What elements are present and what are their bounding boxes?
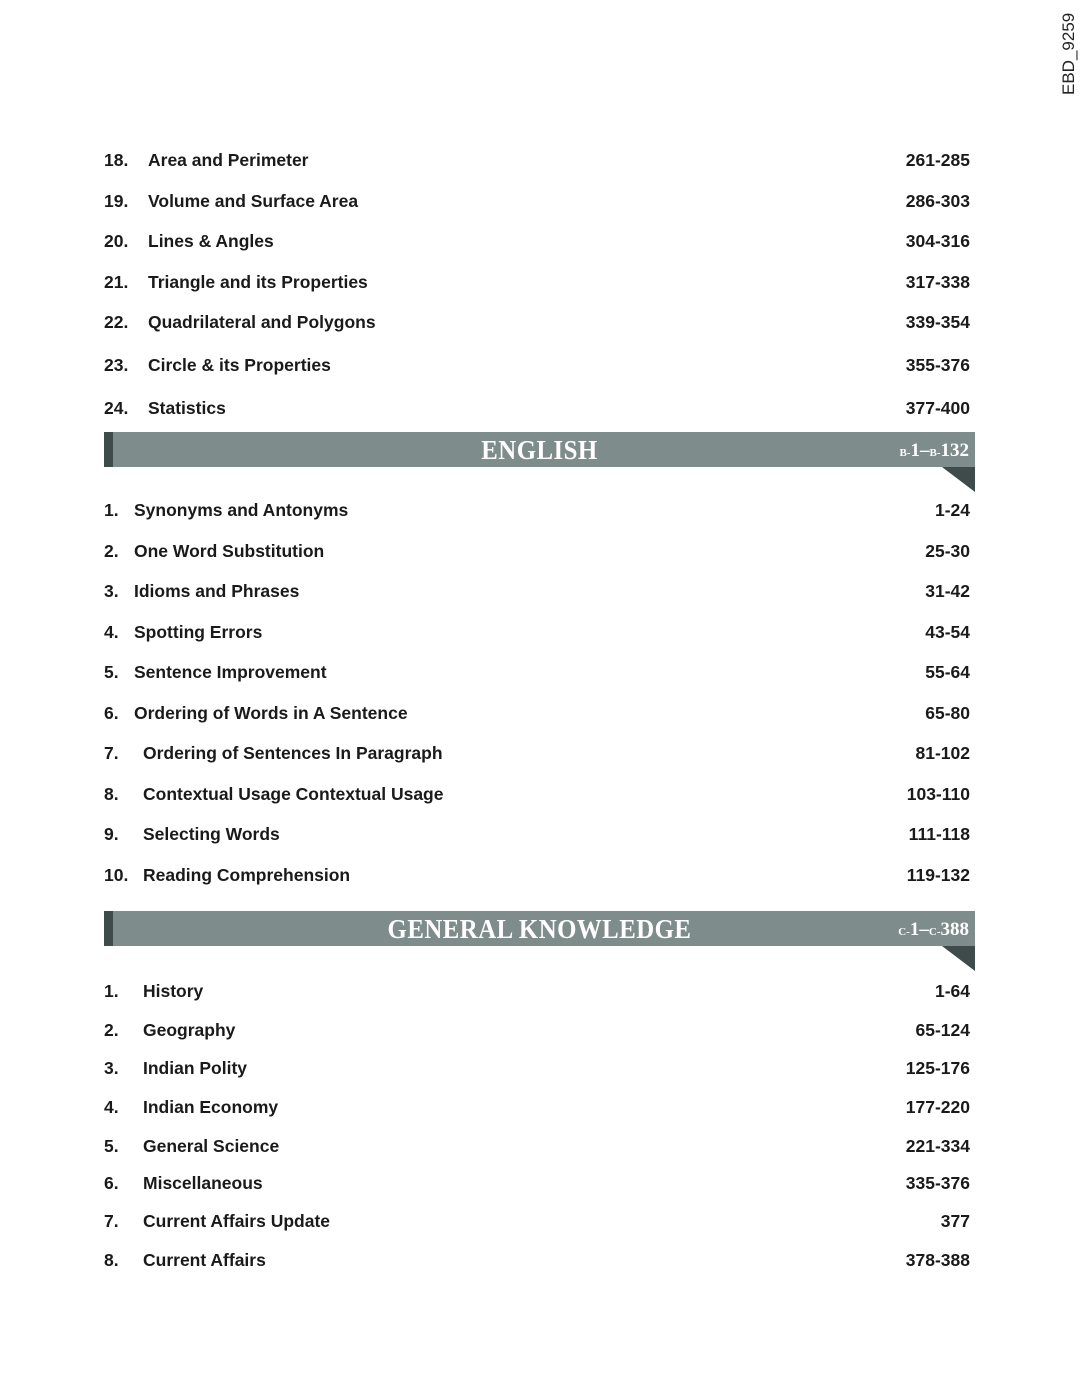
toc-entry[interactable] bbox=[104, 498, 970, 522]
entry-title: Statistics bbox=[148, 398, 226, 418]
entry-pages: 355-376 bbox=[905, 355, 970, 375]
section-title: GENERAL KNOWLEDGE bbox=[387, 914, 692, 944]
entry-title: Circle & its Properties bbox=[148, 355, 331, 375]
toc-entry[interactable] bbox=[104, 660, 970, 684]
toc-entry[interactable] bbox=[104, 701, 970, 725]
toc-entry[interactable] bbox=[104, 539, 970, 563]
entry-number: 24. bbox=[104, 398, 129, 418]
header-accent-strip bbox=[104, 911, 113, 946]
entry-pages: 317-338 bbox=[905, 272, 970, 292]
entry-number: 7. bbox=[104, 1211, 119, 1231]
entry-number: 2. bbox=[104, 541, 119, 561]
entry-title: Ordering of Sentences In Paragraph bbox=[143, 743, 443, 763]
entry-title: History bbox=[143, 981, 204, 1001]
entry-title: One Word Substitution bbox=[134, 541, 325, 561]
entry-number: 6. bbox=[104, 1173, 119, 1193]
entry-number: 4. bbox=[104, 622, 119, 642]
entry-title: Sentence Improvement bbox=[134, 662, 327, 682]
entry-pages: 65-80 bbox=[925, 703, 970, 723]
entry-pages: 65-124 bbox=[915, 1020, 970, 1040]
entry-pages: 55-64 bbox=[925, 662, 970, 682]
entry-number: 2. bbox=[104, 1020, 119, 1040]
entry-pages: 377 bbox=[940, 1211, 970, 1231]
entry-number: 1. bbox=[104, 981, 119, 1001]
section-title: ENGLISH bbox=[481, 435, 598, 465]
entry-pages: 286-303 bbox=[905, 191, 970, 211]
entry-title: Geography bbox=[143, 1020, 236, 1040]
entry-title: Current Affairs bbox=[143, 1250, 266, 1270]
entry-number: 8. bbox=[104, 1250, 119, 1270]
section-page-range: B-1–B-132 bbox=[899, 440, 969, 461]
entry-number: 5. bbox=[104, 1136, 119, 1156]
toc-entry[interactable] bbox=[104, 353, 970, 377]
entry-pages: 304-316 bbox=[905, 231, 970, 251]
toc-entry[interactable] bbox=[104, 1018, 970, 1042]
section-page-range: C-1–C-388 bbox=[898, 919, 969, 940]
entry-title: Indian Polity bbox=[143, 1058, 248, 1078]
entry-number: 19. bbox=[104, 191, 129, 211]
entry-title: Contextual Usage Contextual Usage bbox=[143, 784, 444, 804]
entry-title: Lines & Angles bbox=[148, 231, 274, 251]
entry-title: Spotting Errors bbox=[134, 622, 263, 642]
entry-title: Idioms and Phrases bbox=[134, 581, 300, 601]
toc-entry[interactable] bbox=[104, 1171, 970, 1195]
entry-pages: 125-176 bbox=[905, 1058, 970, 1078]
entry-pages: 25-30 bbox=[925, 541, 970, 561]
toc-entry[interactable] bbox=[104, 979, 970, 1003]
toc-entry[interactable] bbox=[104, 741, 970, 765]
document-code: EBD_9259 bbox=[1059, 12, 1078, 95]
toc-entry[interactable] bbox=[104, 310, 970, 334]
entry-number: 20. bbox=[104, 231, 129, 251]
entry-number: 23. bbox=[104, 355, 129, 375]
toc-entry[interactable] bbox=[104, 620, 970, 644]
entry-pages: 119-132 bbox=[906, 865, 970, 885]
toc-entry[interactable] bbox=[104, 148, 970, 172]
toc-entry[interactable] bbox=[104, 1095, 970, 1119]
toc-entry[interactable] bbox=[104, 1209, 970, 1233]
entry-pages: 335-376 bbox=[905, 1173, 970, 1193]
entry-title: Synonyms and Antonyms bbox=[134, 500, 349, 520]
entry-pages: 31-42 bbox=[925, 581, 970, 601]
toc-entry[interactable] bbox=[104, 1134, 970, 1158]
entry-pages: 103-110 bbox=[906, 784, 970, 804]
entry-title: Ordering of Words in A Sentence bbox=[134, 703, 408, 723]
toc-entry[interactable] bbox=[104, 579, 970, 603]
entry-pages: 1-64 bbox=[934, 981, 970, 1001]
entry-title: Triangle and its Properties bbox=[148, 272, 368, 292]
entry-pages: 221-334 bbox=[905, 1136, 970, 1156]
entry-number: 1. bbox=[104, 500, 119, 520]
entry-title: Indian Economy bbox=[143, 1097, 279, 1117]
toc-entry[interactable] bbox=[104, 1056, 970, 1080]
entry-number: 21. bbox=[104, 272, 129, 292]
entry-number: 3. bbox=[104, 581, 119, 601]
entry-title: Current Affairs Update bbox=[143, 1211, 331, 1231]
toc-entry[interactable] bbox=[104, 229, 970, 253]
toc-entry[interactable] bbox=[104, 189, 970, 213]
toc-entry[interactable] bbox=[104, 822, 970, 846]
entry-pages: 177-220 bbox=[905, 1097, 970, 1117]
ribbon-fold-icon bbox=[942, 946, 975, 971]
section-header-english bbox=[104, 432, 975, 467]
toc-entry[interactable] bbox=[104, 1248, 970, 1272]
entry-title: Reading Comprehension bbox=[143, 865, 351, 885]
entry-pages: 81-102 bbox=[915, 743, 970, 763]
entry-number: 5. bbox=[104, 662, 119, 682]
ribbon-fold-icon bbox=[942, 467, 975, 492]
entry-number: 9. bbox=[104, 824, 119, 844]
entry-pages: 1-24 bbox=[934, 500, 970, 520]
entry-title: Quadrilateral and Polygons bbox=[148, 312, 376, 332]
entry-pages: 378-388 bbox=[905, 1250, 970, 1270]
entry-pages: 43-54 bbox=[925, 622, 970, 642]
entry-title: Area and Perimeter bbox=[148, 150, 309, 170]
entry-pages: 111-118 bbox=[908, 824, 970, 844]
entry-number: 22. bbox=[104, 312, 129, 332]
section-header-general-knowledge bbox=[104, 911, 975, 946]
entry-title: Miscellaneous bbox=[143, 1173, 263, 1193]
entry-number: 10. bbox=[104, 865, 129, 885]
entry-title: General Science bbox=[143, 1136, 280, 1156]
entry-number: 4. bbox=[104, 1097, 119, 1117]
toc-entry[interactable] bbox=[104, 270, 970, 294]
toc-entry[interactable] bbox=[104, 863, 970, 887]
entry-title: Volume and Surface Area bbox=[148, 191, 359, 211]
entry-number: 3. bbox=[104, 1058, 119, 1078]
toc-entry[interactable] bbox=[104, 782, 970, 806]
entry-number: 6. bbox=[104, 703, 119, 723]
entry-pages: 261-285 bbox=[905, 150, 970, 170]
entry-title: Selecting Words bbox=[143, 824, 280, 844]
entry-number: 7. bbox=[104, 743, 119, 763]
header-accent-strip bbox=[104, 432, 113, 467]
entry-number: 18. bbox=[104, 150, 129, 170]
entry-pages: 339-354 bbox=[905, 312, 970, 332]
entry-number: 8. bbox=[104, 784, 119, 804]
toc-entry[interactable] bbox=[104, 396, 970, 420]
entry-pages: 377-400 bbox=[905, 398, 970, 418]
